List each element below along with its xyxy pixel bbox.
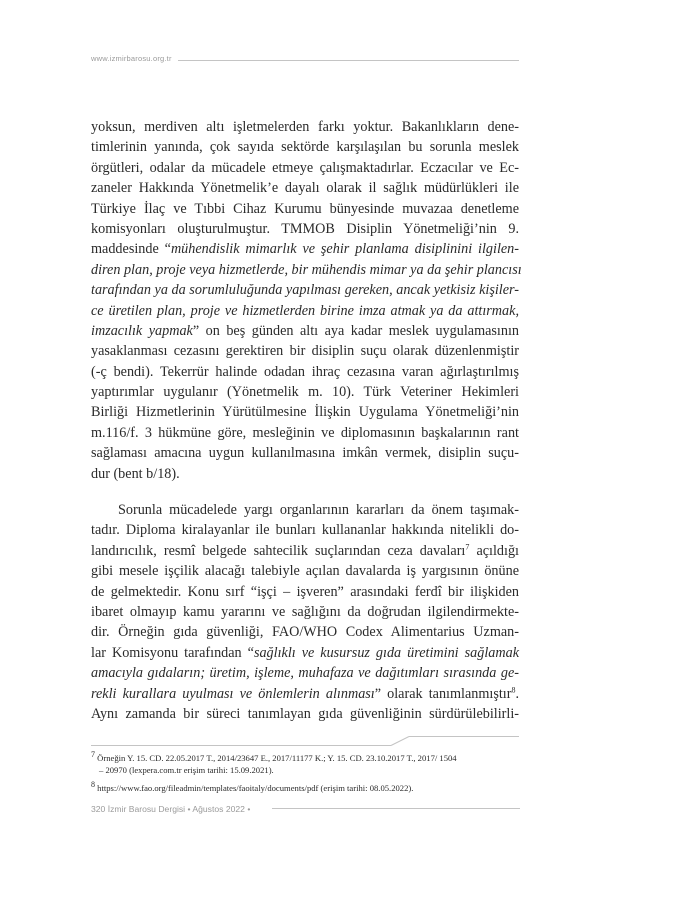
text-line: timlerinin yanında, çok sayıda sektörde karşılaşılan bu sorunla meslek: [91, 139, 519, 156]
header-rule: [178, 60, 519, 61]
text-line: m.116/f. 3 hükmüne göre, mesleğinin ve diplomasının başkalarının rant: [91, 424, 519, 441]
header-url: www.izmirbarosu.org.tr: [91, 54, 172, 63]
text-line: tarafından ya da sorumluluğunda yapılması gereken, ancak yetkisiz kişiler-: [91, 282, 519, 299]
quote-italic: rekli kurallara uyulması ve önlemlerin alınması: [91, 685, 375, 702]
text-line: dur (bent b/18).: [91, 465, 180, 482]
page-footer: 320 İzmir Barosu Dergisi • Ağustos 2022 •: [91, 804, 251, 814]
text-run: açıldığı: [469, 542, 519, 559]
footnote-ref-7[interactable]: 7: [465, 542, 470, 552]
quote-italic: imzacılık yapmak: [91, 322, 193, 339]
text-line: (-ç bendi). Tekerrür halinde odadan ihraç cezasına varan ağırlaştırılmış: [91, 363, 519, 380]
text-line: yoksun, merdiven altı işletmelerden farkı yoktur. Bakanlıkların dene-: [91, 119, 519, 135]
text-line: [91, 321, 519, 341]
text-line: tadır. Diploma kiralayanlar ile bunları kullananlar hakkında nitelikli do-: [91, 522, 519, 539]
quote-italic: sağlıklı ve kusursuz gıda üretimini sağlamak: [253, 644, 519, 661]
footnote-link[interactable]: https://www.fao.org/fileadmin/templates/faoitaly/documents/pdf (erişim tarihi: 08.05.2022).: [97, 783, 414, 793]
text-line: sağlaması amacına uygun kullanılmasına imkân vermek, disiplin suçu-: [91, 445, 519, 462]
text-line: Aynı zamanda bir süreci tanımlayan gıda güvenliğinin sürdürülebilirli-: [91, 705, 519, 722]
text-run: maddesinde “: [91, 241, 171, 258]
footnote-number: 7: [91, 750, 95, 760]
text-line: gibi mesele işçilik alacağı talebiyle açılan davalarda iş yargısının önüne: [91, 563, 519, 580]
paragraph-1: [91, 117, 522, 484]
text-line: ce üretilen plan, proje ve hizmetlerden birine imza atmak ya da attırmak,: [91, 302, 519, 319]
text-line: [91, 643, 519, 663]
footnote-7: [91, 752, 519, 764]
text-line: de gelmektedir. Konu sırf “işçi – işveren” arasındaki ferdî bir ilişkiden: [91, 583, 519, 600]
text-line: Sorunla mücadelede yargı organlarının kararları da önem taşımak-: [118, 502, 519, 518]
text-run: lar Komisyonu tarafından “: [91, 644, 254, 661]
text-run: landırıcılık, resmî belgede sahtecilik suçlarından ceza davaları: [91, 542, 466, 559]
text-line: zaneler Hakkında Yönetmelik’e dayalı olarak il sağlık müdürlükleri ile: [91, 180, 519, 197]
text-run: ” on beş günden altı aya kadar meslek uygulamasının: [192, 322, 519, 339]
text-line: örgütleri, odalar da mücadele etmeye çalışmaktadırlar. Eczacılar ve Ec-: [91, 159, 519, 176]
footnote-divider: [91, 736, 519, 746]
text-run: .: [515, 685, 519, 702]
text-line: ibaret olmayıp kamu yararını ve sağlığını da doğrudan ilgilendirmekte-: [91, 603, 519, 620]
text-line: Türkiye İlaç ve Tıbbi Cihaz Kurumu bünyesinde muvazaa denetleme: [91, 200, 519, 217]
text-line: [91, 239, 519, 259]
text-line: komisyonları oluşturulmuştur. TMMOB Disiplin Yönetmeliği’nin 9.: [91, 220, 519, 237]
footnote-ref-8[interactable]: 8: [511, 684, 516, 694]
text-line: yasaklanması cezasını gerektiren bir disiplin suçu olarak düzenlenmiştir: [91, 343, 519, 360]
footnote-number: 8: [91, 780, 95, 790]
text-line: amacıyla gıdaların; üretim, işleme, muhafaza ve dağıtımları sırasında ge-: [91, 665, 519, 682]
quote-italic: mühendislik mimarlık ve şehir planlama disiplinini ilgilen-: [170, 241, 520, 258]
footer-rule: [272, 808, 520, 809]
text-line: [91, 541, 519, 561]
text-line: yaptırımlar uygulanır (Yönetmelik m. 10). Türk Veteriner Hekimleri: [91, 384, 519, 401]
footnote-8: [91, 782, 519, 794]
text-line: [91, 684, 519, 704]
paragraph-2: [91, 500, 519, 724]
footnote-7-continued: – 20970 (lexpera.com.tr erişim tarihi: 15.09.2021).: [99, 765, 274, 775]
text-run: ” olarak tanımlanmıştır: [374, 685, 512, 702]
footnote-text: Örneğin Y. 15. CD. 22.05.2017 T., 2014/23647 E., 2017/11177 K.; Y. 15. CD. 23.10.2017 T., 2017/ 1504: [97, 753, 457, 763]
footnotes: [91, 752, 519, 794]
text-line: Birliği Hizmetlerinin Yürütülmesine İlişkin Uygulama Yönetmeliği’nin: [91, 404, 519, 421]
text-line: dir. Örneğin gıda güvenliği, FAO/WHO Codex Alimentarius Uzman-: [91, 624, 519, 641]
text-line: diren plan, proje veya hizmetlerde, bir mühendis mimar ya da şehir plancısı: [91, 261, 522, 278]
